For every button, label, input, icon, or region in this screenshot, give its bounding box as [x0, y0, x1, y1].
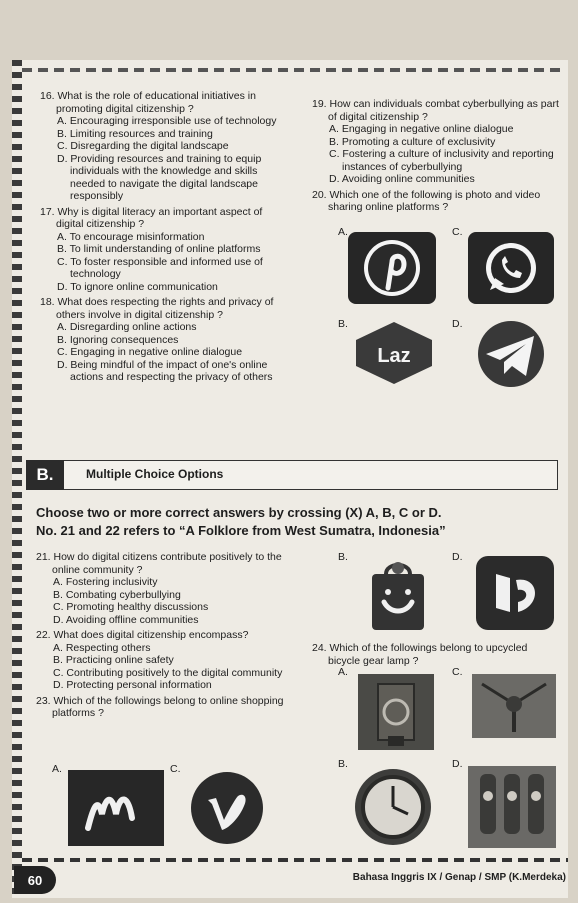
lower-left-column	[36, 551, 286, 723]
gear-lamp-photo-a	[358, 674, 434, 750]
q20-option-b-label[interactable]: B.	[338, 318, 348, 330]
q21-option-b-label[interactable]: B.	[338, 551, 348, 563]
question-16: 16. What is the role of educational initiatives in promoting digital citizenship ? A. Encouraging irresponsible use of technology B. Limiting resources and training C. Disregarding the digital landscape D. Providing resources and training to equip individuals with the knowledge and skills needed to navigate the digital landscape responsibly	[40, 90, 277, 202]
section-b-badge: B.	[26, 460, 64, 490]
left-column	[40, 90, 288, 387]
page-number: 60	[14, 866, 56, 894]
footer-text: Bahasa Inggris IX / Genap / SMP (K.Merdeka)	[352, 872, 566, 883]
footer-divider	[22, 858, 568, 862]
bukalapak-icon	[476, 556, 554, 630]
question-18: 18. What does respecting the rights and privacy of others involve in digital citizenship ? A. Disregarding online actions B. Ignoring consequences C. Engaging in negative online dialogue D. Being mindful of the impact of one's online actions and respecting the privacy of others	[40, 296, 274, 383]
lazada-logo-text: Laz	[377, 345, 411, 367]
tokopedia-bag-icon	[362, 556, 434, 636]
instruction-line-1: Choose two or more correct answers by crossing (X) A, B, C or D.	[36, 505, 442, 520]
top-divider	[22, 68, 562, 72]
q24-option-b-label[interactable]: B.	[338, 758, 348, 770]
instructions	[36, 504, 566, 540]
instruction-line-2: No. 21 and 22 refers to “A Folklore from West Sumatra, Indonesia”	[36, 523, 446, 538]
question-19: 19. How can individuals combat cyberbullying as part of digital citizenship ? A. Engaging in negative online dialogue B. Promoting a culture of exclusivity C. Fostering a culture of inclusivity and reporting instances of cyberbullying D. Avoiding online communities	[312, 98, 559, 185]
telegram-icon	[468, 318, 554, 390]
question-22: 22. What does digital citizenship encompass? A. Respecting others B. Practicing online safety C. Contributing positively to the digital community D. Protecting personal information	[36, 629, 283, 691]
question-24: 24. Which of the followings belong to upcycled bicycle gear lamp ?	[312, 642, 528, 667]
gear-lamp-photo-c	[472, 674, 556, 738]
section-b-title: Multiple Choice Options	[86, 467, 224, 481]
question-21: 21. How do digital citizens contribute positively to the online community ? A. Fostering inclusivity B. Combating cyberbullying C. Promoting healthy discussions D. Avoiding offline communities	[36, 551, 282, 626]
pinterest-icon	[348, 232, 436, 304]
q23-option-a-label[interactable]: A.	[52, 763, 62, 775]
question-20: 20. Which one of the following is photo and video sharing online platforms ?	[312, 188, 541, 213]
spiral-binding	[12, 60, 22, 898]
vimeo-icon	[186, 770, 268, 846]
q20-option-c-label[interactable]: C.	[452, 226, 463, 238]
whatsapp-icon	[468, 232, 554, 304]
q24-option-a-label[interactable]: A.	[338, 666, 348, 678]
question-23: 23. Which of the followings belong to online shopping platforms ?	[36, 694, 284, 719]
question-17: 17. Why is digital literacy an important aspect of digital citizenship ? A. To encourage misinformation B. To limit understanding of online platforms C. To foster responsible and informed use of technology D. To ignore online communication	[40, 205, 263, 293]
q20-option-a-label[interactable]: A.	[338, 226, 348, 238]
mercadolibre-m-icon	[68, 770, 164, 846]
q24-option-c-label[interactable]: C.	[452, 666, 463, 678]
q20-option-d-label[interactable]: D.	[452, 318, 463, 330]
gear-lamps-photo-d	[468, 766, 556, 848]
q21-option-d-label[interactable]: D.	[452, 551, 463, 563]
right-column-top	[312, 98, 562, 217]
q23-option-c-label[interactable]: C.	[170, 763, 181, 775]
q24-option-d-label[interactable]: D.	[452, 758, 463, 770]
gear-clock-photo-b	[352, 766, 434, 848]
lazada-icon	[352, 318, 436, 388]
